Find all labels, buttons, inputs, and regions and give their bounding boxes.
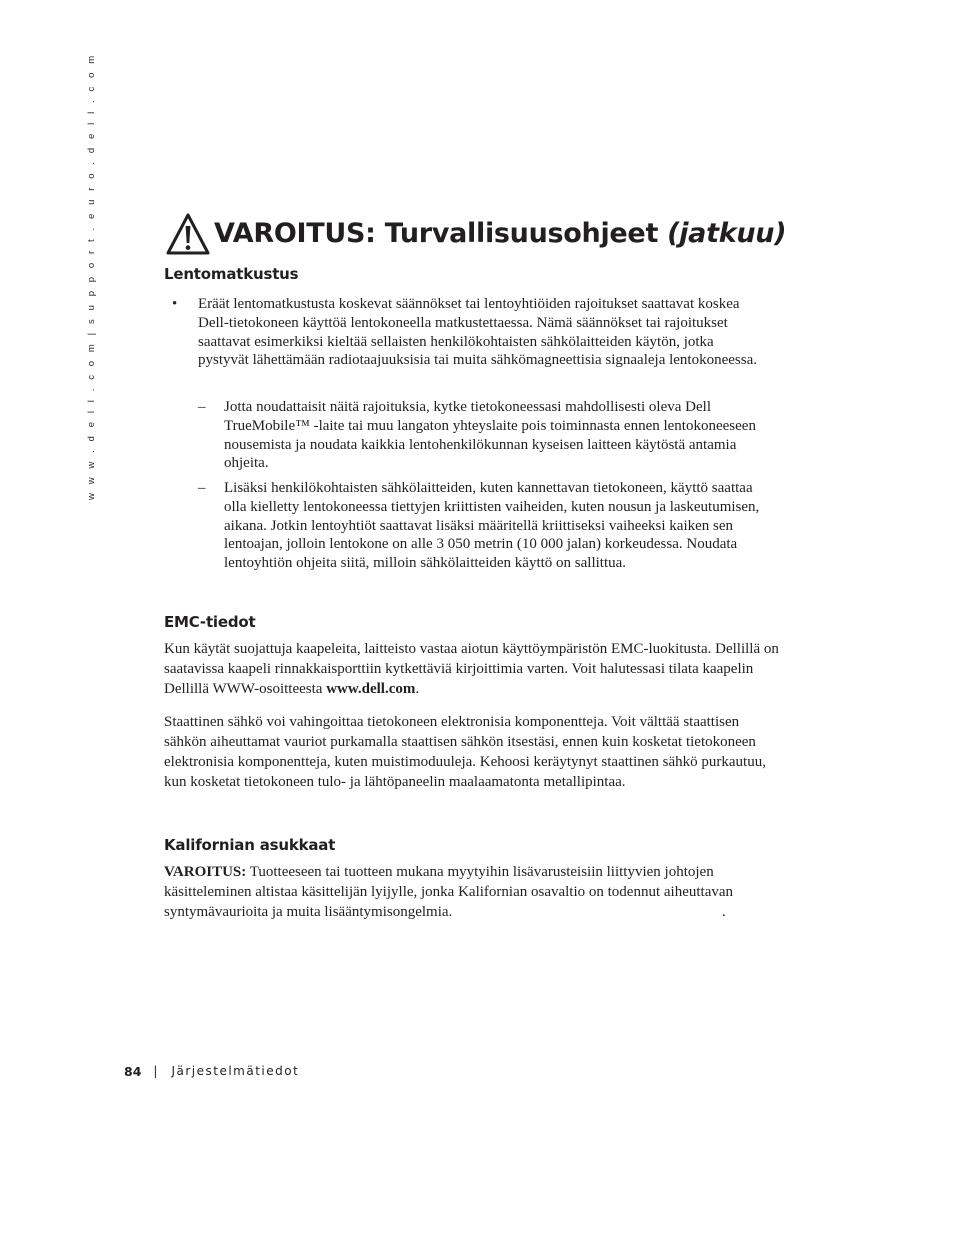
page-footer bbox=[124, 1061, 299, 1081]
california-trailing-dot: . bbox=[722, 904, 726, 920]
california-warning bbox=[164, 862, 780, 922]
heading-emc: EMC-tiedot bbox=[164, 613, 256, 631]
heading-california: Kalifornian asukkaat bbox=[164, 836, 336, 854]
footer-separator: | bbox=[153, 1064, 158, 1078]
dash-marker-1: – bbox=[198, 399, 206, 415]
dell-website-link[interactable]: www.dell.com bbox=[326, 681, 416, 697]
bullet-marker: • bbox=[172, 296, 178, 312]
flight-dash-item-2 bbox=[196, 479, 776, 573]
flight-dash-item-1 bbox=[196, 398, 776, 473]
footer-section-name: Järjestelmätiedot bbox=[171, 1064, 300, 1078]
emc-paragraph-1 bbox=[164, 639, 780, 699]
flight-dash-text-2: Lisäksi henkilökohtaisten sähkölaitteiden, kuten kannettavan tietokoneen, käyttö saattaa olla kielletty lentokoneessa tiettyjen kriittisten vaiheiden, kuten nousun ja laskeutumisen, aikana. Jotkin lentoyhtiöt saattavat lisäksi määritellä kriittiseksi vaiheeksi kaiken sen lentoajan, jolloin lentokone on alle 3 050 metrin (10 000 jalan) korkeudessa. Noudata lentoyhtiön ohjeita siitä, milloin sähkölaitteiden käyttö on sallittua. bbox=[224, 480, 760, 572]
california-warning-label: VAROITUS: bbox=[164, 864, 247, 880]
page-title-row bbox=[166, 212, 786, 256]
page-title bbox=[214, 212, 786, 256]
dash-marker-2: – bbox=[198, 480, 206, 496]
page-title-main: VAROITUS: Turvallisuusohjeet bbox=[214, 218, 659, 249]
emc-paragraph-1-text: Kun käytät suojattuja kaapeleita, laitteisto vastaa aiotun käyttöympäristön EMC-luokitusta. Dellillä on saatavissa kaapeli rinnakkaisporttiin kytkettäviä kirjoittimia varten. Voit halutessasi tilata kaapelin Dellillä WWW-osoitteesta bbox=[164, 641, 779, 697]
heading-flight: Lentomatkustus bbox=[164, 265, 299, 283]
page-number: 84 bbox=[124, 1063, 142, 1079]
emc-paragraph-2: Staattinen sähkö voi vahingoittaa tietokoneen elektronisia komponentteja. Voit välttää staattisen sähkön aiheuttamat vauriot purkamalla staattisen sähkön itsestäsi, ennen kuin kosketat tietokoneen elektronisia komponentteja, kuten muistimoduuleja. Kehoosi keräytynyt staattinen sähkö purkautuu, kun kosketat tietokoneen tulo- ja lähtöpaneelin maalaamatonta metallipintaa. bbox=[164, 714, 766, 790]
side-url: w w w . d e l l . c o m | s u p p o r t . e u r o . d e l l . c o m bbox=[86, 52, 97, 500]
flight-bullet-text: Eräät lentomatkustusta koskevat säännökset tai lentoyhtiöiden rajoitukset saattavat koskea Dell-tietokoneen käyttöä lentokoneella matkustettaessa. Nämä säännökset tai rajoitukset saattavat esimerkiksi kieltää sellaisten henkilökohtaisten sähkölaitteiden käytön, jotka pystyvät lähettämään radiotaajuuksisia tai muita sähkömagneettisia signaaleja lentokoneessa. bbox=[198, 296, 757, 369]
flight-dash-text-1: Jotta noudattaisit näitä rajoituksia, kytke tietokoneessasi mahdollisesti oleva Dell TrueMobile™ -laite tai muu langaton yhteyslaite pois toiminnasta ennen lentokoneeseen nousemista ja noudata kaikkia lentohenkilökunnan kyseisen laitteen käytöstä antamia ohjeita. bbox=[224, 399, 756, 472]
page-title-continued: (jatkuu) bbox=[667, 218, 787, 249]
emc-paragraph-1-end: . bbox=[415, 681, 420, 697]
warning-triangle-icon bbox=[166, 213, 210, 255]
california-warning-text: Tuotteeseen tai tuotteen mukana myytyihin lisävarusteisiin liittyvien johtojen käsitteleminen altistaa käsittelijän lyijylle, jonka Kalifornian osavaltio on todennut aiheuttavan syntymävaurioita ja muita lisääntymisongelmia. bbox=[164, 864, 734, 920]
flight-bullet-item bbox=[164, 295, 780, 370]
